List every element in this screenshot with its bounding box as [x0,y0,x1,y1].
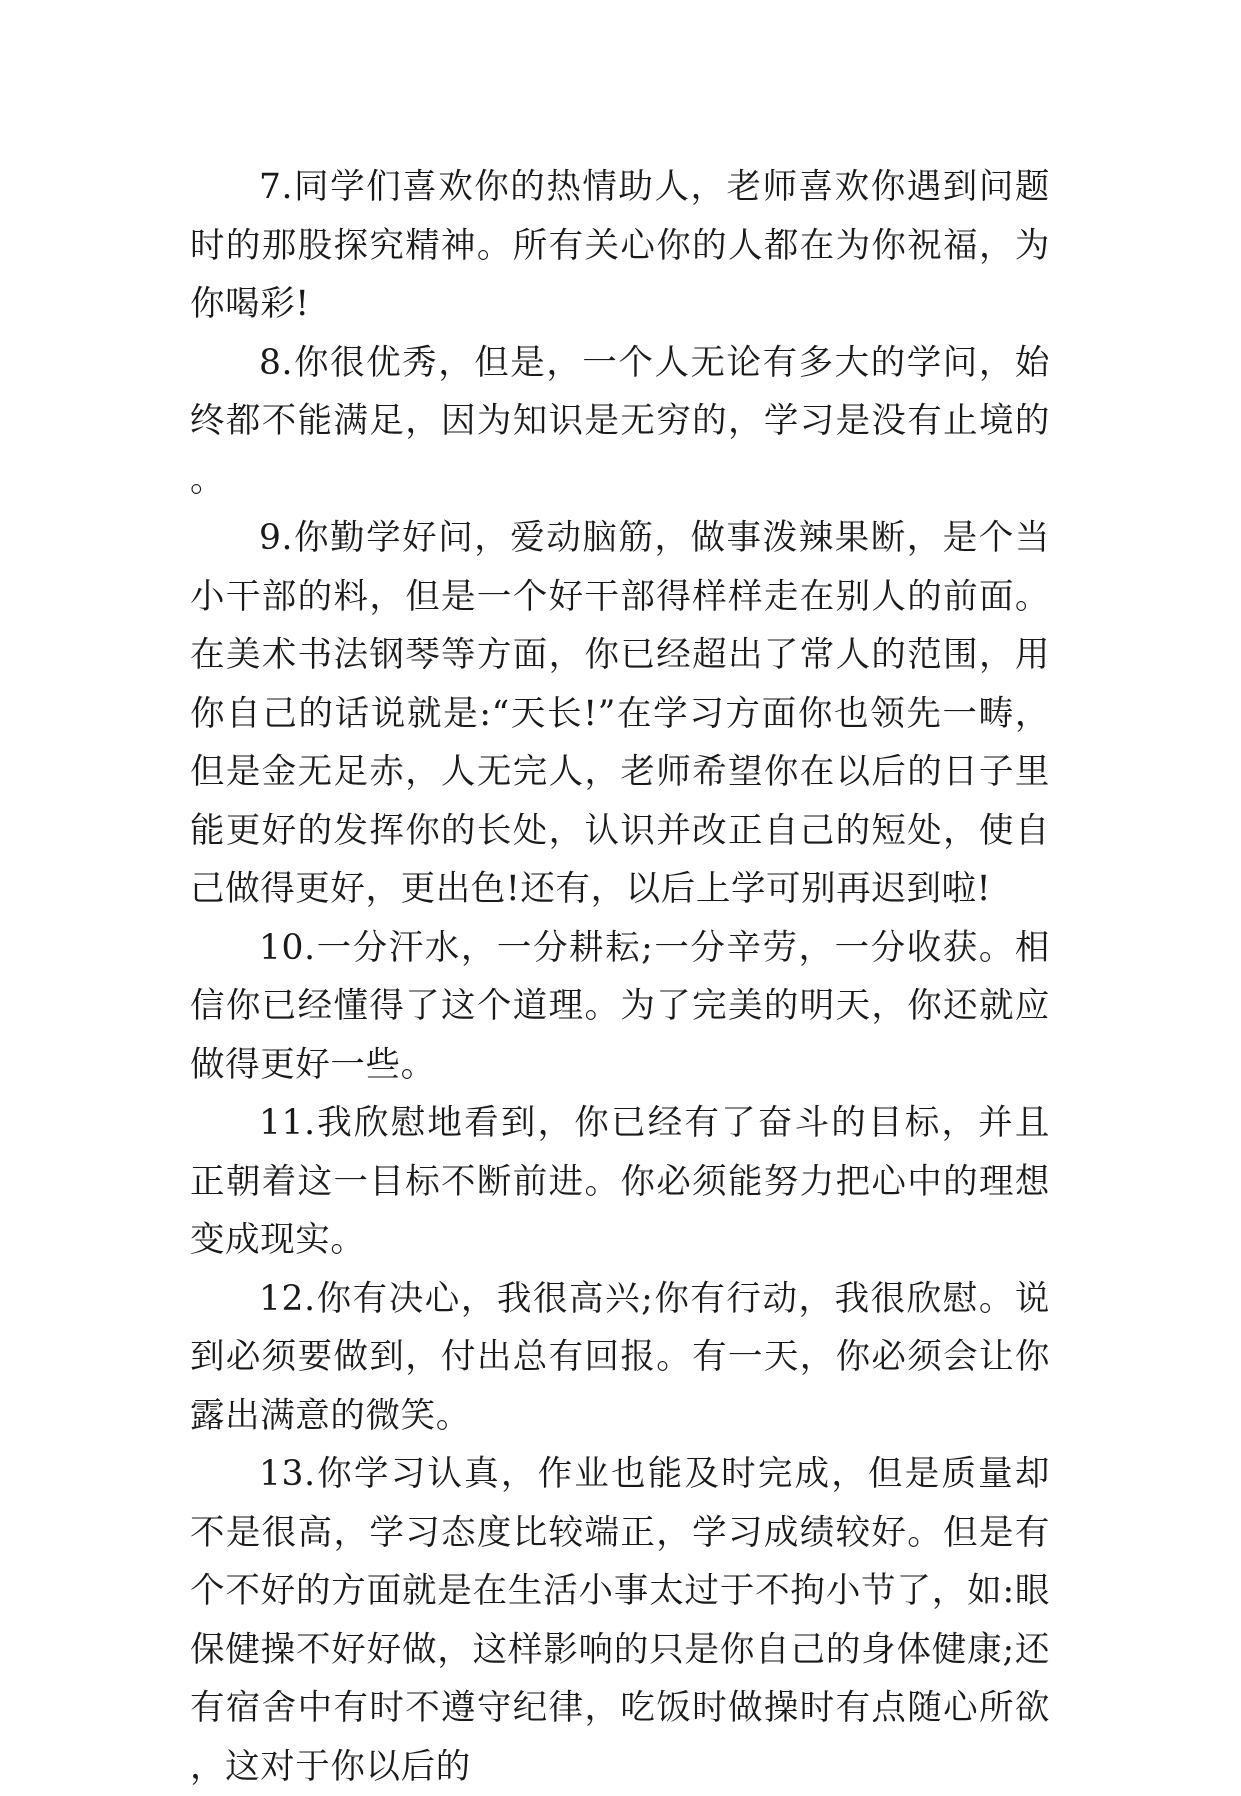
paragraph-8: 8.你很优秀，但是，一个人无论有多大的学问，始终都不能满足，因为知识是无穷的，学习是没有止境的。 [190,342,1050,500]
paragraph-10: 10.一分汗水，一分耕耘;一分辛劳，一分收获。相信你已经懂得了这个道理。为了完美的明天，你还就应做得更好一些。 [190,927,1050,1085]
paragraph-11: 11.我欣慰地看到，你已经有了奋斗的目标，并且正朝着这一目标不断前进。你必须能努力把心中的理想变成现实。 [190,1103,1050,1260]
paragraph-12: 12.你有决心，我很高兴;你有行动，我很欣慰。说到必须要做到，付出总有回报。有一天，你必须会让你露出满意的微笑。 [190,1278,1050,1436]
paragraph-13: 13.你学习认真，作业也能及时完成，但是质量却不是很高，学习态度比较端正，学习成绩较好。但是有个不好的方面就是在生活小事太过于不拘小节了，如:眼保健操不好好做，这样影响的只是你自己的身体健康;还有宿舍中有时不遵守纪律，吃饭时做操时有点随心所欲，这对于你以后的 [190,1454,1050,1787]
paragraph-7: 7.同学们喜欢你的热情助人，老师喜欢你遇到问题时的那股探究精神。所有关心你的人都在为你祝福，为你喝彩! [190,167,1050,324]
paragraph-9: 9.你勤学好问，爱动脑筋，做事泼辣果断，是个当小干部的料，但是一个好干部得样样走在别人的前面。在美术书法钢琴等方面，你已经超出了常人的范围，用你自己的话说就是:“天长!”在学习方面你也领先一畴，但是金无足赤，人无完人，老师希望你在以后的日子里能更好的发挥你的长处，认识并改正自己的短处，使自己做得更好，更出色!还有，以后上学可别再迟到啦! [190,518,1050,909]
document-body [190,158,1050,1796]
